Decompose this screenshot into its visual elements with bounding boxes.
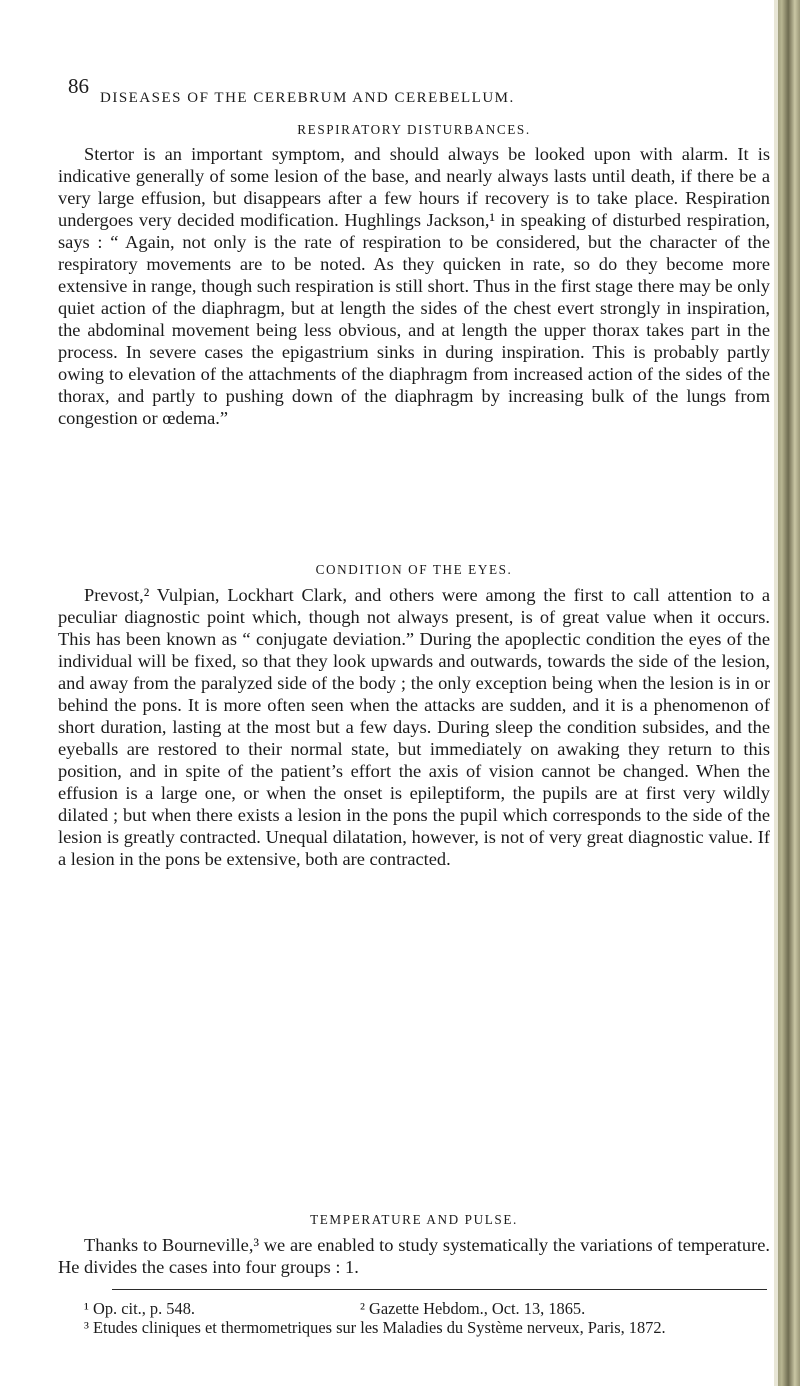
footnote-2: ² Gazette Hebdom., Oct. 13, 1865.: [360, 1299, 586, 1318]
section-heading-respiratory: RESPIRATORY DISTURBANCES.: [297, 122, 531, 137]
paragraph-respiratory: [58, 143, 770, 429]
footnote-3: ³ Etudes cliniques et thermometriques sur les Maladies du Système nerveux, Paris, 1872.: [84, 1318, 666, 1337]
page-edge: [774, 0, 800, 1386]
running-head-title: DISEASES OF THE CEREBRUM AND CEREBELLUM.: [100, 90, 515, 106]
footnote-rule: [112, 1289, 767, 1290]
paragraph-text: Stertor is an important symptom, and should always be looked upon with alarm. It is indicative generally of some lesion of the base, and nearly always lasts until death, if there be a very large effusion, but disappears after a few hours if recovery is to take place. Respiration undergoes very decided modification. Hughlings Jackson,¹ in speaking of disturbed respiration, says : “ Again, not only is the rate of respiration to be considered, but the character of the respiratory movements are to be noted. As they quicken in rate, so do they become more extensive in range, though such respiration is still short. Thus in the first stage there may be only quiet action of the diaphragm, but at length the sides of the chest evert strongly in inspiration, the abdominal movement being less obvious, and at length the upper thorax takes part in the process. In severe cases the epigastrium sinks in during inspiration. This is probably partly owing to elevation of the attachments of the diaphragm from increased action of the sides of the thorax, and partly to pushing down of the diaphragm by increasing bulk of the lungs from congestion or œdema.”: [58, 144, 770, 428]
paragraph-text: Thanks to Bourneville,³ we are enabled to study systematically the variations of temperature. He divides the cases into four groups : 1.: [58, 1235, 770, 1277]
footnotes: [58, 1299, 770, 1337]
running-head: [68, 74, 738, 110]
footnote-row: [58, 1299, 770, 1318]
section-heading-eyes: CONDITION OF THE EYES.: [315, 562, 513, 577]
section-heading-temperature: TEMPERATURE AND PULSE.: [310, 1212, 518, 1227]
paragraph-text: Prevost,² Vulpian, Lockhart Clark, and others were among the first to call attention to a peculiar diagnostic point which, though not always present, is of great value when it occurs. This has been known as “ conjugate deviation.” During the apoplectic condition the eyes of the individual will be fixed, so that they look upwards and outwards, towards the side of the lesion, and away from the paralyzed side of the body ; the only exception being when the lesion is in or behind the pons. It is more often seen when the attacks are sudden, and it is a phenomenon of short duration, lasting at the most but a few days. During sleep the condition subsides, and the eyeballs are restored to their normal state, but immediately on awaking they return to this position, and in spite of the patient’s effort the axis of vision cannot be changed. When the effusion is a large one, or when the onset is epileptiform, the pupils are at first very wildly dilated ; but when there exists a lesion in the pons the pupil which corresponds to the side of the lesion is greatly contracted. Unequal dilatation, however, is not of very great diagnostic value. If a lesion in the pons be extensive, both are contracted.: [58, 585, 770, 869]
footnote-1: ¹ Op. cit., p. 548.: [84, 1299, 195, 1318]
page-number: 86: [68, 74, 89, 98]
paragraph-temperature: [58, 1234, 770, 1278]
paragraph-eyes: [58, 584, 770, 870]
